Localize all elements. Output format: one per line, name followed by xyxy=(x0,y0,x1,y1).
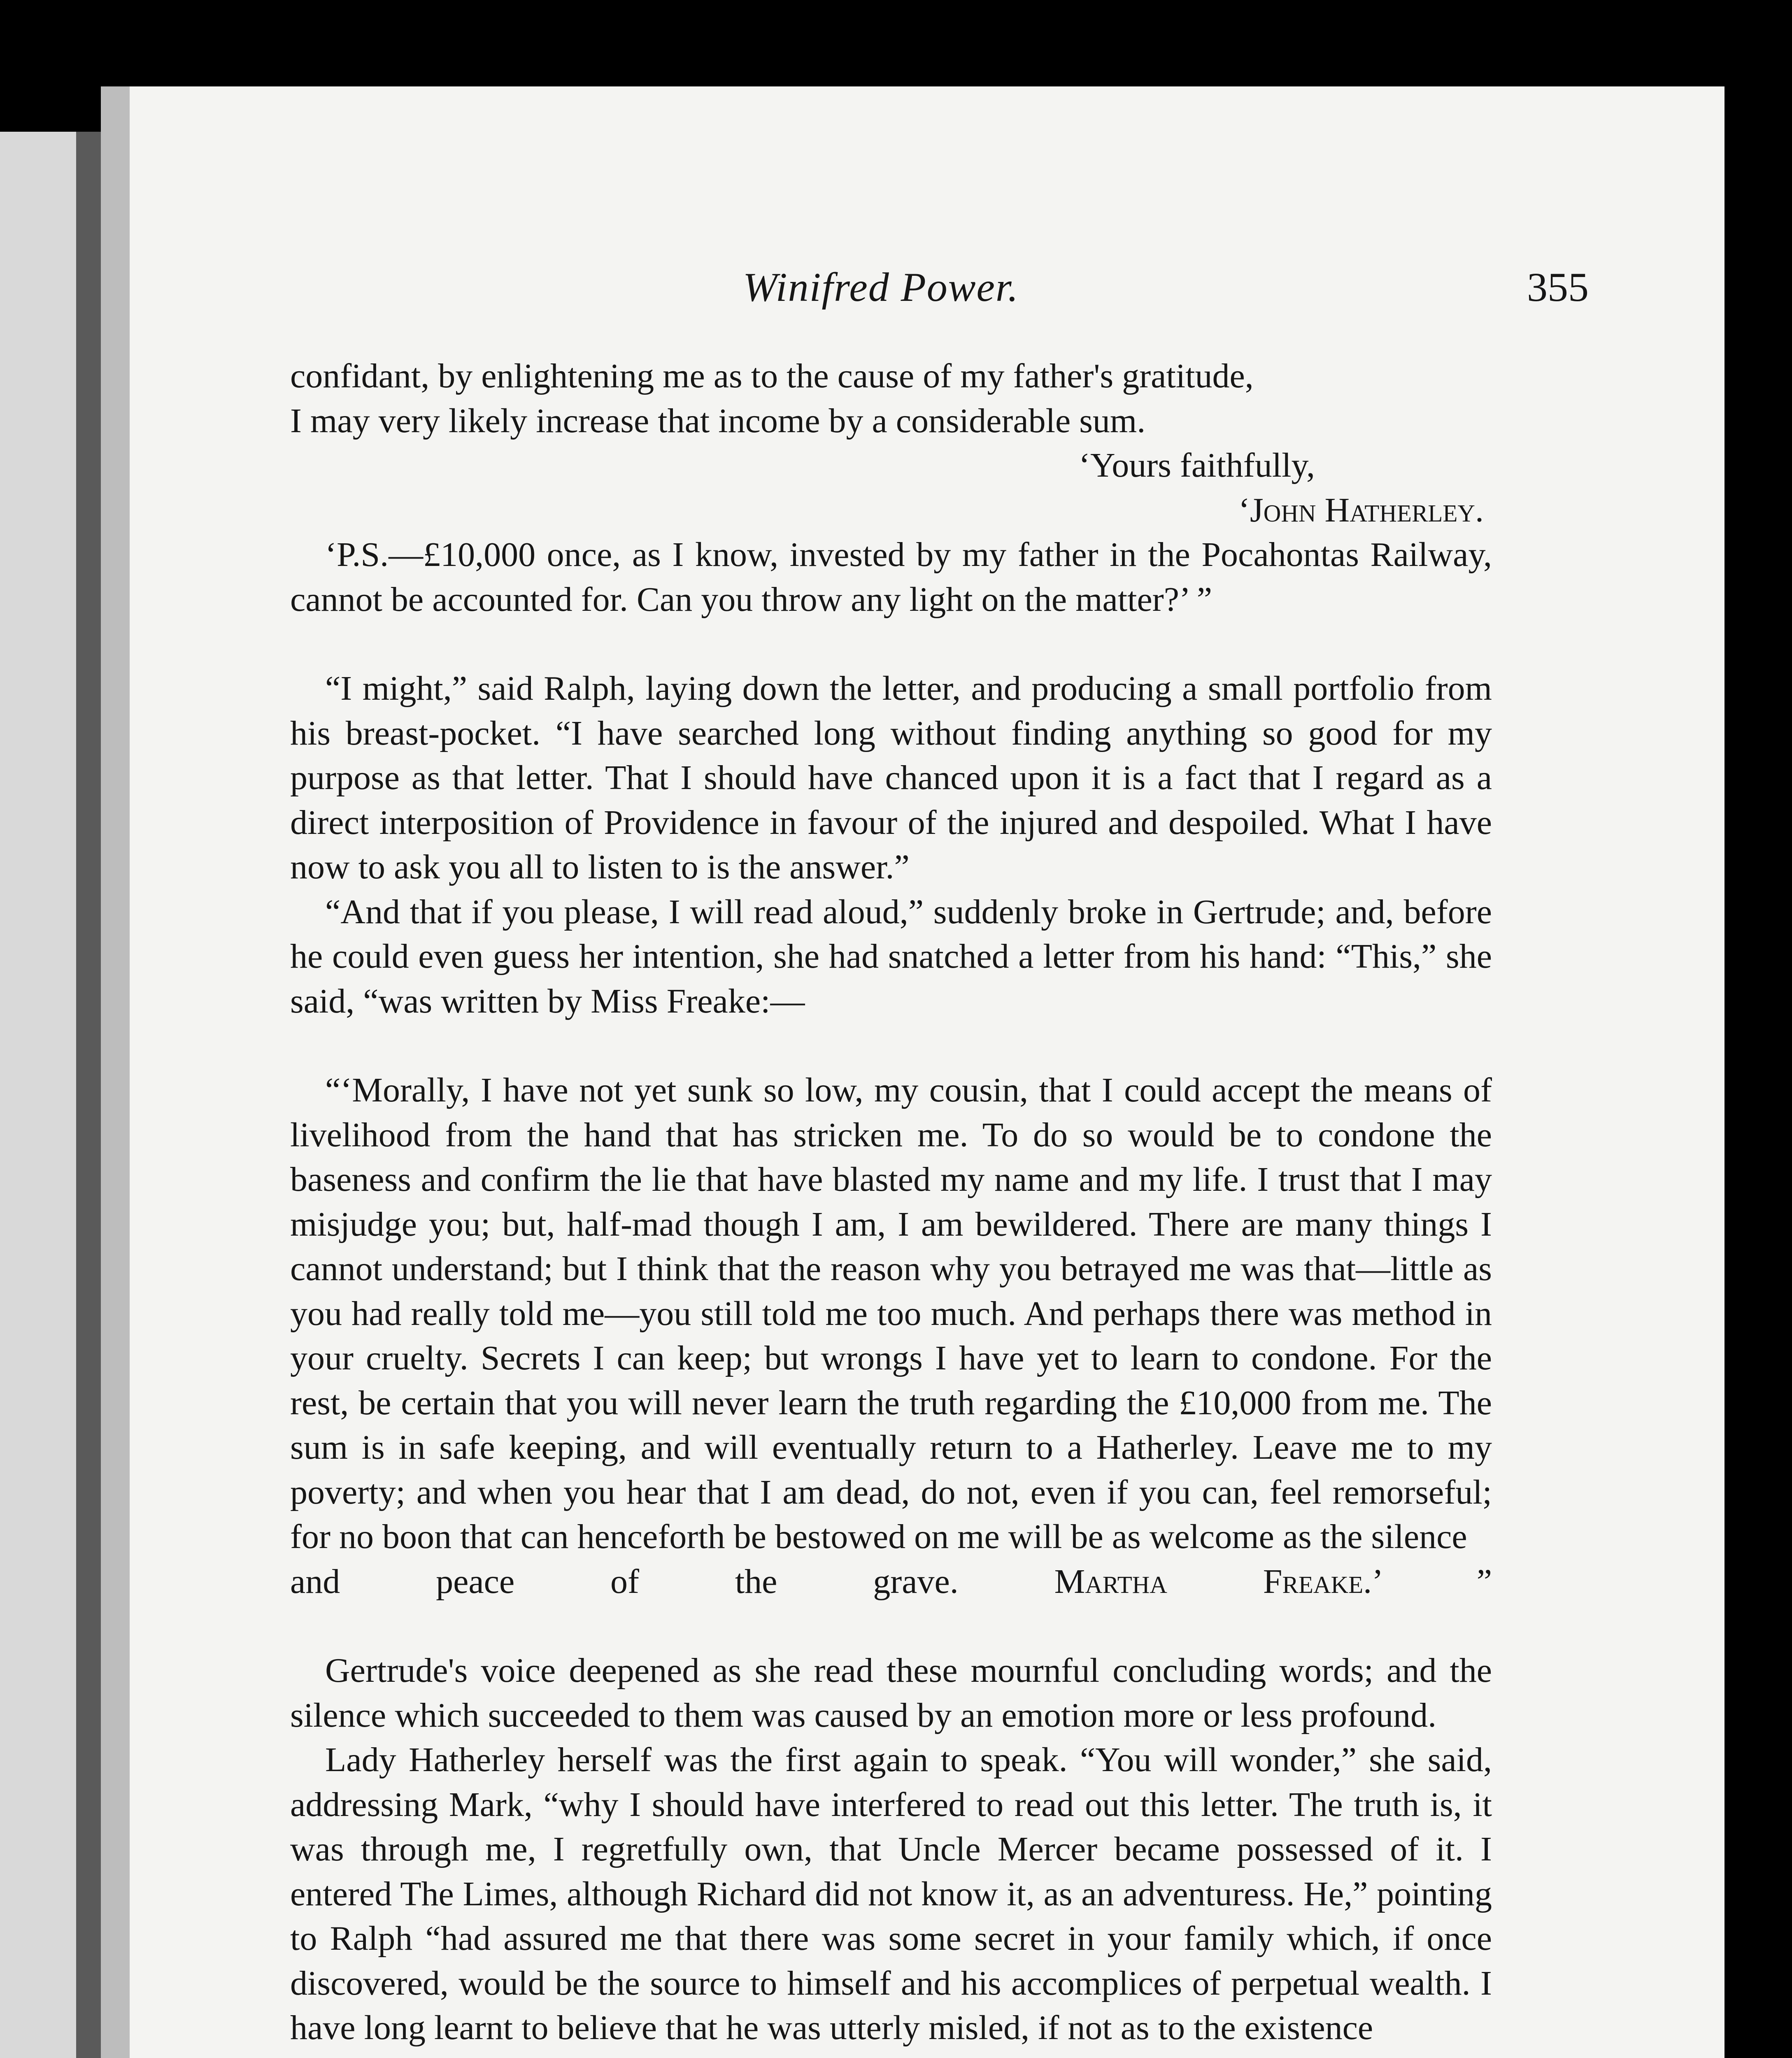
book-page xyxy=(101,86,1725,2058)
body-text xyxy=(290,354,1492,2051)
paragraph: Lady Hatherley herself was the first again to speak. “You will wonder,” she said, addressing Mark, “why I should have interfered to read out this letter. The truth is, it was through me, I regretfully own, that Uncle Mercer became possessed of it. I entered The Limes, although Richard did not know it, as an adventuress. He,” pointing to Ralph “had assured me that there was some secret in your family which, if once discovered, would be the source to himself and his accomplices of perpetual wealth. I have long learnt to believe that he was utterly misled, if not as to the existence xyxy=(290,1741,1492,2047)
paragraph: “I might,” said Ralph, laying down the letter, and producing a small portfolio from his breast-pocket. “I have searched long without finding anything so good for my purpose as that letter. That I should have chanced upon it is a fact that I regard as a direct interposition of Providence in favour of the injured and despoiled. What I have now to ask you all to listen to is the answer.” xyxy=(290,669,1492,886)
letter-closing: ‘Yours faithfully, xyxy=(1078,446,1315,484)
quoted-letter-signature: Martha Freake.’ ” xyxy=(1054,1562,1492,1601)
paragraph: “And that if you please, I will read aloud,” suddenly broke in Gertrude; and, before he could even guess her intention, she had snatched a letter from his hand: “This,” she said, “was written by Miss Freake:— xyxy=(290,892,1492,1020)
quoted-letter-final-line xyxy=(290,1560,1492,1604)
page-number: 355 xyxy=(1527,264,1589,310)
postscript-paragraph: ‘P.S.—£10,000 once, as I know, invested by my father in the Pocahontas Railway, cannot be accounted for. Can you throw any light on the matter?’ ” xyxy=(290,535,1492,619)
page-left-shadow xyxy=(101,86,130,2058)
quoted-letter-paragraph: “‘Morally, I have not yet sunk so low, my cousin, that I could accept the means of livelihood from the hand that has stricken me. To do so would be to condone the baseness and confirm the lie that have blasted my name and my life. I trust that I may misjudge you; but, half-mad though I am, I am bewildered. There are many things I cannot understand; but I think that the reason why you betrayed me was that—little as you had really told me—you still told me too much. And perhaps there was method in your cruelty. Secrets I can keep; but wrongs I have yet to learn to condone. For the rest, be certain that you will never learn the truth regarding the £10,000 from me. The sum is in safe keeping, and will eventually return to a Hatherley. Leave me to my poverty; and when you hear that I am dead, do not, even if you can, feel remorseful; for no boon that can henceforth be bestowed on me will be as welcome as the silence xyxy=(290,1071,1492,1556)
book-gutter xyxy=(76,132,101,2058)
text-line: I may very likely increase that income by a considerable sum. xyxy=(290,401,1146,440)
letter-signature: ‘John Hatherley. xyxy=(1238,491,1484,529)
page-header xyxy=(101,263,1725,325)
text-line: confidant, by enlightening me as to the cause of my father's gratitude, xyxy=(290,357,1254,395)
running-title: Winifred Power. xyxy=(743,264,1019,310)
paragraph: Gertrude's voice deepened as she read these mournful concluding words; and the silence which succeeded to them was caused by an emotion more or less profound. xyxy=(290,1651,1492,1734)
text-line-end: and peace of the grave. xyxy=(290,1562,959,1601)
